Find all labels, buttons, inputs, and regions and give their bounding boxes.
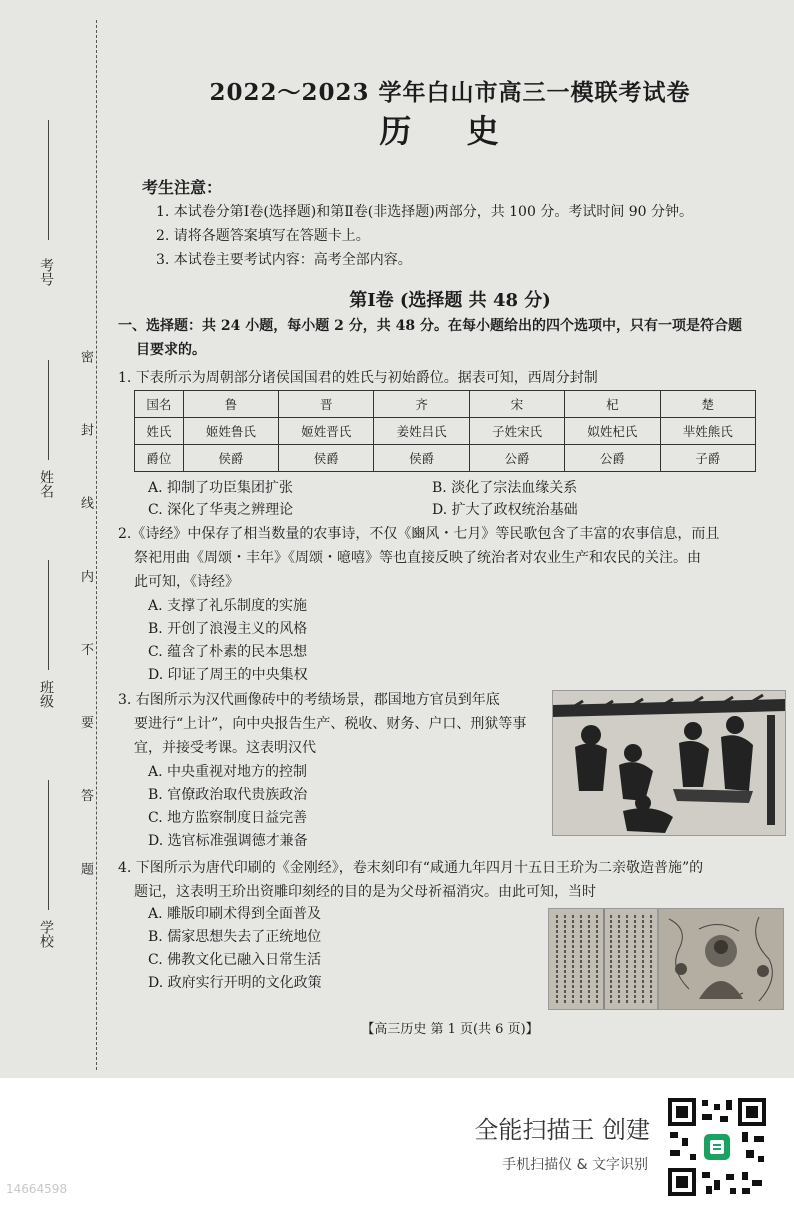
xingming-line [48,360,49,460]
table-cell: 姒姓杞氏 [565,418,660,445]
table-row [135,391,756,418]
q3-option-b: B. 官僚政治取代贵族政治 [148,787,308,803]
notice-block [142,176,782,272]
xuexiao-line [48,780,49,910]
q2-option-d: D. 印证了周王的中央集权 [148,667,308,683]
notice-item: 2. 请将各题答案填写在答题卡上。 [156,228,370,244]
q2-line: 祭祀用曲《周颂・丰年》《周颂・噫嘻》等也直接反映了统治者对农业生产和农民的关注。由 [134,550,701,566]
table-cell: 子爵 [660,445,755,472]
q2-stem [118,522,778,594]
q1-option-d: D. 扩大了政权统治基础 [432,502,578,518]
table-row [135,445,756,472]
table-cell: 公爵 [565,445,660,472]
q2-option-c: C. 蕴含了朴素的民本思想 [148,644,308,660]
instruction-line: 目要求的。 [136,342,206,358]
xuexiao-label: 学校 [38,920,54,948]
q3-line: 3. 右图所示为汉代画像砖中的考绩场景，郡国地方官员到年底 [118,692,500,708]
q3-option-d: D. 选官标准强调德才兼备 [148,833,308,849]
q2-option-a: A. 支撑了礼乐制度的实施 [148,598,308,614]
page-footer: 【高三历史 第 1 页(共 6 页)】 [361,1022,539,1037]
q1-option-a: A. 抑制了功臣集团扩张 [148,480,294,496]
q1-option-c: C. 深化了华夷之辨理论 [148,502,294,518]
instruction-line: 一、选择题：共 24 小题，每小题 2 分，共 48 分。在每小题给出的四个选项中，只有一项是符合题 [118,318,742,334]
qr-code-icon [666,1096,768,1198]
han-brick-relief-image [552,690,786,836]
table-cell: 姜姓吕氏 [374,418,469,445]
q2-line: 2.《诗经》中保存了相当数量的农事诗，不仅《豳风・七月》等民歌包含了丰富的农事信息，而且 [118,526,720,542]
table-cell: 姬姓晋氏 [279,418,374,445]
table-cell: 姬姓鲁氏 [183,418,278,445]
scanner-brand: 全能扫描王 创建 [474,1116,650,1144]
table-cell: 楚 [660,391,755,418]
table-cell: 齐 [374,391,469,418]
notice-item: 3. 本试卷主要考试内容：高考全部内容。 [156,252,412,268]
q1-option-b: B. 淡化了宗法血缘关系 [432,480,578,496]
q4-line: 4. 下图所示为唐代印刷的《金刚经》，卷末刻印有“咸通九年四月十五日王玠为二亲敬造普施”的 [118,860,704,876]
table-cell: 国名 [135,391,184,418]
q3-option-a: A. 中央重视对地方的控制 [148,764,308,780]
table-cell: 公爵 [469,445,564,472]
q4-option-b: B. 儒家思想失去了正统地位 [148,929,322,945]
table-cell: 姓氏 [135,418,184,445]
q3-stem [118,688,558,760]
table-cell: 侯爵 [374,445,469,472]
q4-stem [118,856,778,904]
table-cell: 侯爵 [183,445,278,472]
notice-item: 1. 本试卷分第Ⅰ卷(选择题)和第Ⅱ卷(非选择题)两部分，共 100 分。考试时间 90 分钟。 [156,204,694,220]
q1-stem: 1. 下表所示为周朝部分诸侯国国君的姓氏与初始爵位。据表可知，西周分封制 [118,370,598,386]
q4-option-a: A. 雕版印刷术得到全面普及 [148,906,322,922]
subject-title: 历 史 [379,112,521,150]
table-cell: 杞 [565,391,660,418]
banji-line [48,560,49,670]
q3-option-c: C. 地方监察制度日益完善 [148,810,308,826]
table-cell: 侯爵 [279,445,374,472]
table-cell: 芈姓熊氏 [660,418,755,445]
q1-table [134,390,756,472]
q3-line: 要进行“上计”，向中央报告生产、税收、财务、户口、刑狱等事 [134,716,527,732]
scanner-subtitle: 手机扫描仪 & 文字识别 [502,1157,648,1173]
table-cell: 爵位 [135,445,184,472]
binding-line [96,20,98,1070]
q4-option-c: C. 佛教文化已融入日常生活 [148,952,322,968]
q4-line: 题记，这表明王玠出资雕印刻经的目的是为父母祈福消灾。由此可知，当时 [134,884,596,900]
table-cell: 宋 [469,391,564,418]
section-instruction [118,314,778,362]
diamond-sutra-text-image [548,908,658,1010]
exam-title: 2022～2023 学年白山市高三一模联考试卷 [209,79,691,106]
table-row [135,418,756,445]
q2-option-b: B. 开创了浪漫主义的风格 [148,621,308,637]
id-watermark: 14664598 [6,1182,68,1196]
kaohao-label: 考号 [38,258,54,286]
table-cell: 晋 [279,391,374,418]
notice-heading: 考生注意： [142,178,223,197]
xingming-label: 姓名 [38,470,54,498]
q4-option-d: D. 政府实行开明的文化政策 [148,975,322,991]
q3-line: 宜，并接受考课。这表明汉代 [134,740,316,756]
table-cell: 子姓宋氏 [469,418,564,445]
diamond-sutra-frontispiece-image [658,908,784,1010]
kaohao-line [48,120,49,240]
banji-label: 班级 [38,680,54,708]
q2-line: 此可知，《诗经》 [134,574,239,590]
section-title: 第Ⅰ卷 (选择题 共 48 分) [349,290,551,311]
table-cell: 鲁 [183,391,278,418]
seal-warning: 密 封 线 内 不 要 答 题 [78,350,93,903]
